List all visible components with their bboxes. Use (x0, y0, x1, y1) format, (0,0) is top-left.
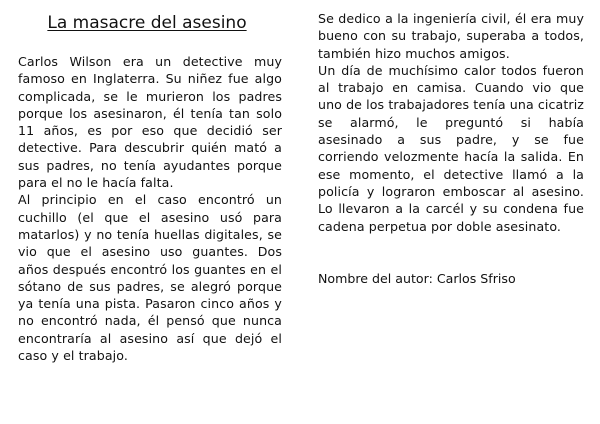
paragraph-investigation: Al principio en el caso encontró un cuchillo (el que el asesino usó para matarlos) y no tenía huellas digitales, se vio que el asesino uso guantes. Dos años después encontró los guantes en el sótano de sus padres, se alegró porque ya tenía una pista. Pasaron cinco años y no encontró nada, él pensó que nunca encontraría al asesino así que dejó el caso y el trabajo. (18, 192, 282, 364)
paragraph-resolution: Un día de muchísimo calor todos fueron al trabajo en camisa. Cuando vio que uno de los trabajadores tenía una cicatriz se alarmó, le preguntó si había asesinado a sus padre, y se fue corriendo velozmente hacía la salida. En ese momento, el detective llamó a la policía y lograron emboscar al asesino. Lo llevaron a la carcél y su condena fue cadena perpetua por doble asesinato. (318, 62, 584, 234)
left-column (18, 10, 282, 364)
author-line: Nombre del autor: Carlos Sfriso (318, 270, 516, 286)
paragraph-intro: Carlos Wilson era un detective muy famoso en Inglaterra. Su niñez fue algo complicada, se le murieron los padres porque los asesinaron, él tenía tan solo 11 años, es por eso que decidió ser detective. Para descubrir quién mató a sus padres, no tenía ayudantes porque para el no le hacía falta. (18, 54, 282, 191)
right-column (318, 10, 584, 287)
story-title: La masacre del asesino (47, 13, 247, 33)
paragraph-engineering: Se dedico a la ingeniería civil, él era muy bueno con su trabajo, superaba a todos, también hizo muchos amigos. (318, 11, 584, 61)
